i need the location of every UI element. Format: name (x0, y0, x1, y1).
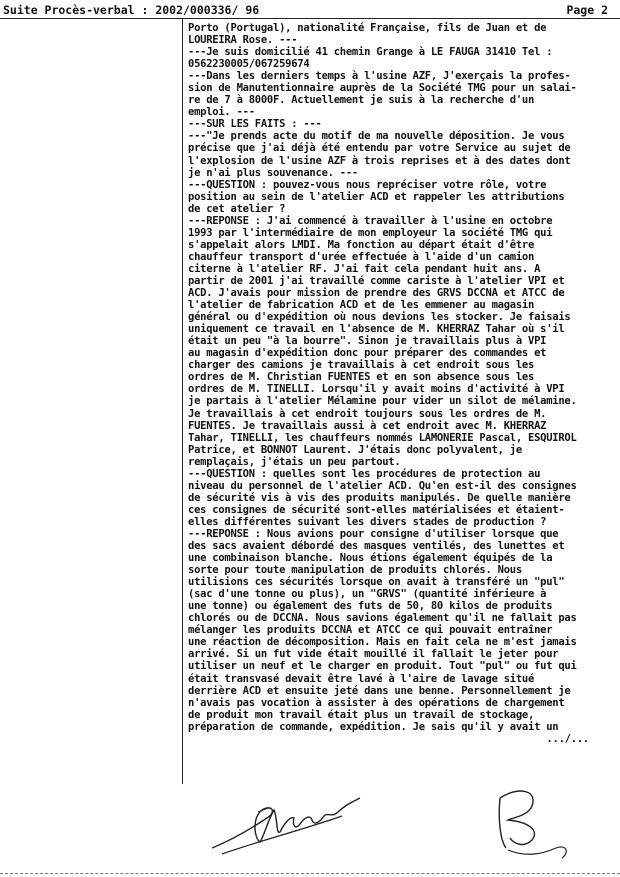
text-line: niveau du personnel de l'atelier ACD. Qu'en est-il des consignes (188, 479, 577, 492)
text-line: re de 7 à 8000F. Actuellement je suis à la recherche d'un (188, 94, 535, 107)
text-line: sion de Manutentionnaire auprès de la Société TMG pour un salai- (188, 82, 577, 95)
text-line: Patrice, et BONNOT Laurent. J'étais donc polyvalent, je (188, 443, 522, 456)
text-line: utiliser un neuf et le charger en produit. Tout "pul" ou fut qui (188, 660, 577, 673)
text-line: de cet atelier ? (188, 202, 286, 215)
text-line: une combinaison blanche. Nous étions également équipés de la (188, 552, 553, 565)
text-line: remplaçais, j'étais un peu partout. (188, 455, 401, 468)
text-line: mélanger les produits DCCNA et ATCC ce qui pouvait entraîner (188, 624, 553, 637)
procès-verbal-reference: Suite Procès-verbal : 2002/000336/ 96 (3, 3, 260, 17)
text-line: uniquement ce travail en l'absence de M. KHERRAZ Tahar où s'il (188, 323, 565, 336)
text-line: ---"Je prends acte du motif de ma nouvelle déposition. Je vous (188, 130, 565, 143)
text-line: ---Je suis domicilié 41 chemin Grange à LE FAUGA 31410 Tel : (188, 46, 553, 59)
continuation-mark: .../... (546, 732, 589, 745)
text-line: Porto (Portugal), nationalité Française, fils de Juan et de (188, 22, 547, 34)
header-rule (0, 18, 620, 19)
signature-left (192, 780, 392, 860)
text-line: était un peu "à la bourre". Sinon je travaillais plus à VPI (188, 335, 547, 348)
text-line: 1993 par l'intermédiaire de mon employeur la société TMG qui (188, 226, 553, 239)
page-number: Page 2 (566, 3, 608, 17)
text-line: ces consignes de sécurité sont-elles matérialisées et étaient- (188, 503, 565, 516)
text-line: ---REPONSE : J'ai commencé à travailler à l'usine en octobre (188, 214, 553, 227)
text-line: une réaction de décomposition. Mais en fait cela ne m'est jamais (188, 636, 577, 649)
page-bottom-edge (0, 873, 620, 874)
text-line: utilisions ces sécurités lorsque on avait à transféré un "pul" (188, 576, 565, 589)
text-line: FUENTES. Je travaillais aussi à cet endroit avec M. KHERRAZ (188, 419, 547, 432)
text-line: position au sein de l'atelier ACD et rappeler les attributions (188, 190, 565, 203)
text-line: citerne à l'atelier RF. J'ai fait cela pendant huit ans. A (188, 262, 541, 275)
deposition-text (188, 22, 613, 745)
text-line: (sac d'une tonne ou plus), un "GRVS" (quantité inférieure à (188, 588, 547, 601)
text-line: des sacs avaient débordé des masques ventilés, des lunettes et (188, 540, 565, 553)
margin-rule (182, 19, 183, 784)
text-line: je partais à l'atelier Mélamine pour vider un silot de mélamine. (188, 395, 577, 408)
text-line: ordres de M. Christian FUENTES et en son absence sous les (188, 371, 535, 384)
text-line: l'atelier de fabrication ACD et de les emmener au magasin (188, 299, 535, 312)
text-line: Je travaillais à cet endroit toujours sous les ordres de M. (188, 407, 547, 420)
text-line: ---QUESTION : quelles sont les procédures de protection au (188, 467, 541, 480)
text-line: ---REPONSE : Nous avions pour consigne d'utiliser lorsque que (188, 527, 559, 540)
text-line: préparation de commande, expédition. Je sais qu'il y avait un (188, 720, 559, 733)
text-line: était transvasé devait être lavé à l'aire de lavage situé (188, 672, 535, 685)
text-line: ---QUESTION : pouvez-vous nous repréciser votre rôle, votre (188, 178, 547, 191)
text-line: l'explosion de l'usine AZF à trois reprises et à des dates dont (188, 154, 571, 167)
text-line: de produit mon travail était plus un travail de stockage, (188, 708, 535, 721)
text-line: ACD. J'avais pour mission de prendre des GRVS DCCNA et ATCC de (188, 287, 565, 300)
signature-right (478, 778, 588, 868)
text-line: de sécurité vis à vis des produits manipulés. De quelle manière (188, 491, 571, 504)
text-line: s'appelait alors LMDI. Ma fonction au départ était d'être (188, 238, 535, 251)
text-line: ---Dans les derniers temps à l'usine AZF, J'exerçais la profes- (188, 70, 571, 83)
text-line: partir de 2001 j'ai travaillé comme cariste à l'atelier VPI et (188, 274, 565, 287)
text-line: chlorés ou de DCCNA. Nous savions également qu'il ne fallait pas (188, 612, 577, 625)
text-line: 0562230005/067259674 (188, 58, 310, 71)
text-line: Tahar, TINELLI, les chauffeurs nommés LAMONERIE Pascal, ESQUIROL (188, 431, 577, 444)
text-line: charger des camions je travaillais à cet endroit sous les (188, 359, 535, 372)
text-line: une tonne) ou également des futs de 50, 80 kilos de produits (188, 600, 553, 613)
page-header (3, 3, 608, 19)
text-line: chauffeur transport d'urée effectuée à l'aide d'un camion (188, 250, 535, 263)
text-line: général ou d'expédition où nous devions les stocker. Je faisais (188, 311, 571, 324)
text-line: emploi. --- (188, 106, 255, 119)
text-line: derrière ACD et ensuite jeté dans une benne. Personnellement je (188, 684, 571, 697)
text-line: au magasin d'expédition donc pour préparer des commandes et (188, 347, 547, 360)
text-line: elles différentes suivant les divers stades de production ? (188, 515, 547, 528)
text-line: n'avais pas vocation à assister à des opérations de chargement (188, 696, 565, 709)
text-line: ---SUR LES FAITS : --- (188, 118, 322, 131)
text-line: sorte pour toute manipulation de produits chlorés. Nous (188, 564, 522, 577)
text-line: ordres de M. TINELLI. Lorsqu'il y avait moins d'activité à VPI (188, 383, 565, 396)
text-line: arrivé. Si un fut vide était mouillé il fallait le jeter pour (188, 648, 559, 661)
text-line: précise que j'ai déjà été entendu par votre Service au sujet de (188, 142, 571, 155)
text-line: LOUREIRA Rose. --- (188, 34, 298, 47)
text-line: je n'ai plus souvenance. --- (188, 166, 359, 179)
